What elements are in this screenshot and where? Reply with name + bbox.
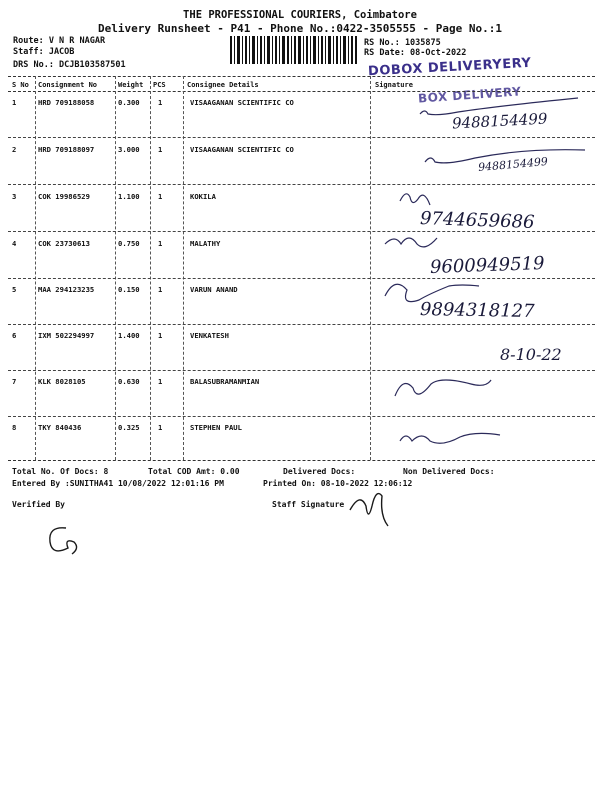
column-header-sno: S No: [12, 81, 29, 89]
route-label: Route: V N R NAGAR: [13, 36, 106, 46]
row-consignee: VARUN ANAND: [190, 285, 238, 294]
row-consignment: IXM 502294997: [38, 331, 95, 340]
signature-phone: 9488154499: [451, 109, 548, 133]
row-pcs: 1: [158, 285, 163, 294]
table-top-rule: [8, 76, 595, 77]
total-docs: Total No. Of Docs: 8: [12, 467, 109, 476]
drs-label: DRS No.: DCJB103587501: [13, 60, 126, 70]
row-consignee: STEPHEN PAUL: [190, 423, 242, 432]
rs-date: RS Date: 08-Oct-2022: [364, 48, 467, 58]
company-title: THE PROFESSIONAL COURIERS, Coimbatore: [183, 9, 417, 21]
row-pcs: 1: [158, 98, 163, 107]
row-weight: 0.630: [118, 377, 140, 386]
row-pcs: 1: [158, 145, 163, 154]
row-consignment: MAA 294123235: [38, 285, 95, 294]
verifier-initials-scribble: [42, 520, 82, 560]
row-sno: 5: [12, 285, 17, 294]
runsheet-subtitle: Delivery Runsheet - P41 - Phone No.:0422-3505555 - Page No.:1: [98, 22, 502, 35]
row-sno: 7: [12, 377, 17, 386]
row-consignment: KLK 8028105: [38, 377, 86, 386]
non-delivered-docs: Non Delivered Docs:: [403, 467, 495, 476]
column-header-signature: Signature: [375, 81, 413, 89]
box-delivery-stamp: BOX DELIVERY: [417, 84, 522, 106]
staff-signature-label: Staff Signature: [272, 500, 345, 509]
row-pcs: 1: [158, 377, 163, 386]
row-pcs: 1: [158, 331, 163, 340]
row-pcs: 1: [158, 239, 163, 248]
column-header-weight: Weight: [118, 81, 144, 89]
row-sno: 2: [12, 145, 17, 154]
row-consignee: VISAAGANAN SCIENTIFIC CO: [190, 145, 294, 154]
signature-phone: 9488154499: [477, 154, 549, 175]
row-sno: 3: [12, 192, 17, 201]
row-consignee: MALATHY: [190, 239, 221, 248]
row-consignment: TKY 840436: [38, 423, 82, 432]
row-consignment: HRD 709188097: [38, 145, 95, 154]
row-pcs: 1: [158, 423, 163, 432]
signature-phone: 9600949519: [429, 253, 545, 278]
staff-signature-scribble: [340, 490, 400, 530]
rs-number: RS No.: 1035875: [364, 38, 441, 48]
signature-phone: 9894318127: [419, 299, 535, 322]
row-weight: 1.100: [118, 192, 140, 201]
row-sno: 6: [12, 331, 17, 340]
row-consignee: VENKATESH: [190, 331, 229, 340]
column-header-pcs: PCS: [153, 81, 166, 89]
row-consignee: BALASUBRAMANMIAN: [190, 377, 260, 386]
row-sno: 1: [12, 98, 17, 107]
delivery-stamp: DOBOX DELIVERYERY: [367, 55, 532, 80]
row-consignment: COK 23730613: [38, 239, 90, 248]
row-sno: 4: [12, 239, 17, 248]
row-weight: 0.150: [118, 285, 140, 294]
row-consignee: KOKILA: [190, 192, 216, 201]
column-header-consignment: Consignment No: [38, 81, 98, 89]
signature-date: 8-10-22: [500, 345, 562, 364]
row-weight: 1.400: [118, 331, 140, 340]
row-weight: 0.325: [118, 423, 140, 432]
handwritten-signatures: [380, 96, 590, 466]
row-consignment: HRD 709188058: [38, 98, 95, 107]
row-consignment: COK 19986529: [38, 192, 90, 201]
row-sno: 8: [12, 423, 17, 432]
printed-on: Printed On: 08-10-2022 12:06:12: [263, 479, 413, 488]
row-weight: 0.300: [118, 98, 140, 107]
barcode-image: [230, 36, 358, 64]
entered-by: Entered By :SUNITHA41 10/08/2022 12:01:16 PM: [12, 479, 224, 488]
total-cod: Total COD Amt: 0.00: [148, 467, 240, 476]
delivered-docs: Delivered Docs:: [283, 467, 356, 476]
staff-label: Staff: JACOB: [13, 47, 75, 57]
verified-by-label: Verified By: [12, 500, 65, 509]
signature-phone: 9744659686: [419, 208, 535, 233]
table-header-rule: [8, 91, 595, 92]
row-pcs: 1: [158, 192, 163, 201]
row-weight: 3.000: [118, 145, 140, 154]
row-consignee: VISAAGANAN SCIENTIFIC CO: [190, 98, 294, 107]
row-weight: 0.750: [118, 239, 140, 248]
column-header-consignee: Consignee Details: [187, 81, 259, 89]
